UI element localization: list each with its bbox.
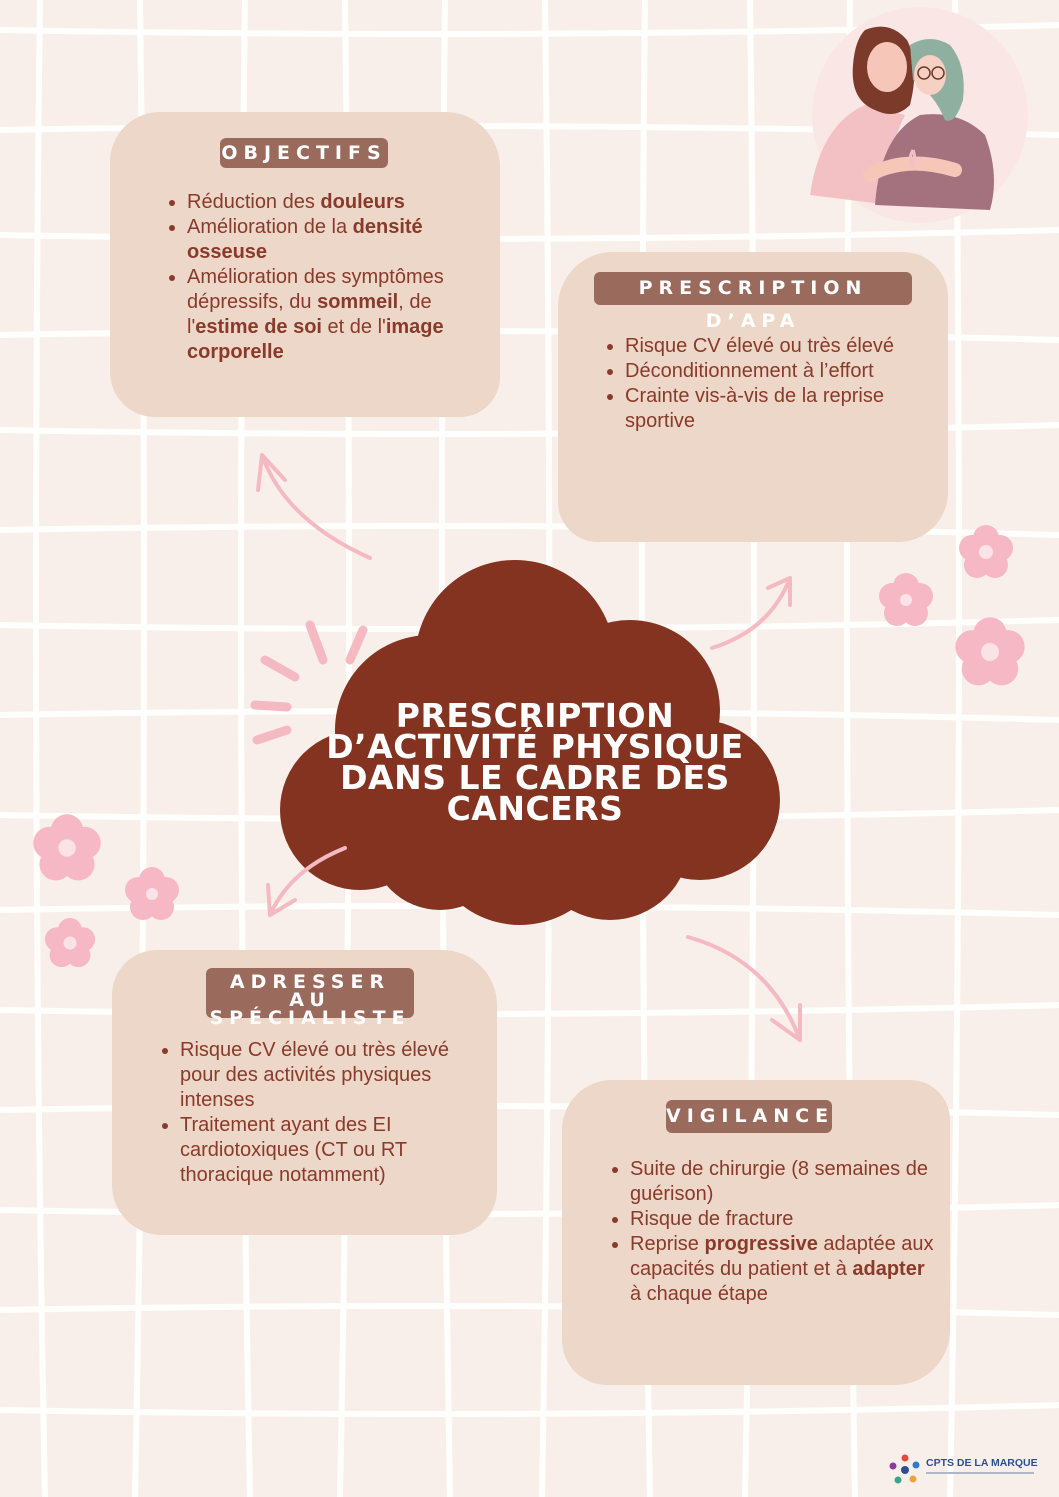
center-title-line-4: CANCERS [446, 789, 624, 828]
flower-icon [878, 572, 934, 628]
emphasis-text: image corporelle [187, 316, 444, 363]
adresser-title-line-1: ADRESSER AU [229, 971, 391, 1011]
logo-text: CPTS DE LA MARQUE [926, 1457, 1038, 1469]
emphasis-text: estime de soi [195, 316, 322, 338]
emphasis-text: progressive [704, 1233, 818, 1255]
item-text: Amélioration de la [187, 216, 353, 238]
adresser-title-line-2: SPÉCIALISTE [209, 1007, 411, 1029]
item-text: , de l' [187, 291, 432, 338]
item-text: Déconditionnement à l’effort [625, 360, 874, 382]
center-title-line-2: D’ACTIVITÉ PHYSIQUE [326, 727, 744, 766]
arrow-to-prescription-icon [712, 578, 790, 648]
cpts-logo [888, 1452, 1038, 1488]
flower-icon [124, 866, 180, 922]
arrow-to-vigilance-icon [688, 937, 800, 1040]
arrow-to-adresser-icon [270, 848, 345, 915]
emphasis-text: densité osseuse [187, 216, 423, 263]
people-circle-icon [888, 1452, 922, 1486]
item-text: Crainte vis-à-vis de la reprise sportive [625, 385, 884, 432]
item-text: Amélioration des symptômes dépressifs, du [187, 266, 444, 313]
logo-underline [926, 1472, 1034, 1474]
flower-icon [32, 813, 102, 883]
item-text: Traitement ayant des EI cardiotoxiques (CT ou RT thoracique notamment) [180, 1114, 407, 1186]
vigilance-title: VIGILANCE [666, 1100, 832, 1133]
objectifs-title: OBJECTIFS [220, 138, 388, 168]
item-text: à chaque étape [630, 1283, 768, 1305]
item-text: Risque CV élevé ou très élevé [625, 335, 895, 357]
center-title-line-1: PRESCRIPTION [395, 696, 675, 735]
center-title-line-3: DANS LE CADRE DES [340, 758, 730, 797]
emphasis-text: adapter [852, 1258, 925, 1280]
prescription-title: PRESCRIPTION D’APA [594, 272, 912, 305]
flower-icon [954, 616, 1026, 688]
item-text: Suite de chirurgie (8 semaines de guérison) [630, 1158, 928, 1205]
item-text: et de l' [321, 316, 386, 338]
item-text: Reprise [630, 1233, 705, 1255]
flower-icon [44, 917, 96, 969]
emphasis-text: douleurs [320, 191, 405, 213]
emphasis-text: sommeil [317, 291, 399, 313]
item-text: Risque CV élevé ou très élevé pour des activités physiques intenses [180, 1039, 450, 1111]
item-text: adaptée aux capacités du patient et à [630, 1233, 934, 1280]
item-text: Risque de fracture [630, 1208, 794, 1230]
flower-icon [958, 524, 1014, 580]
item-text: Réduction des [187, 191, 321, 213]
